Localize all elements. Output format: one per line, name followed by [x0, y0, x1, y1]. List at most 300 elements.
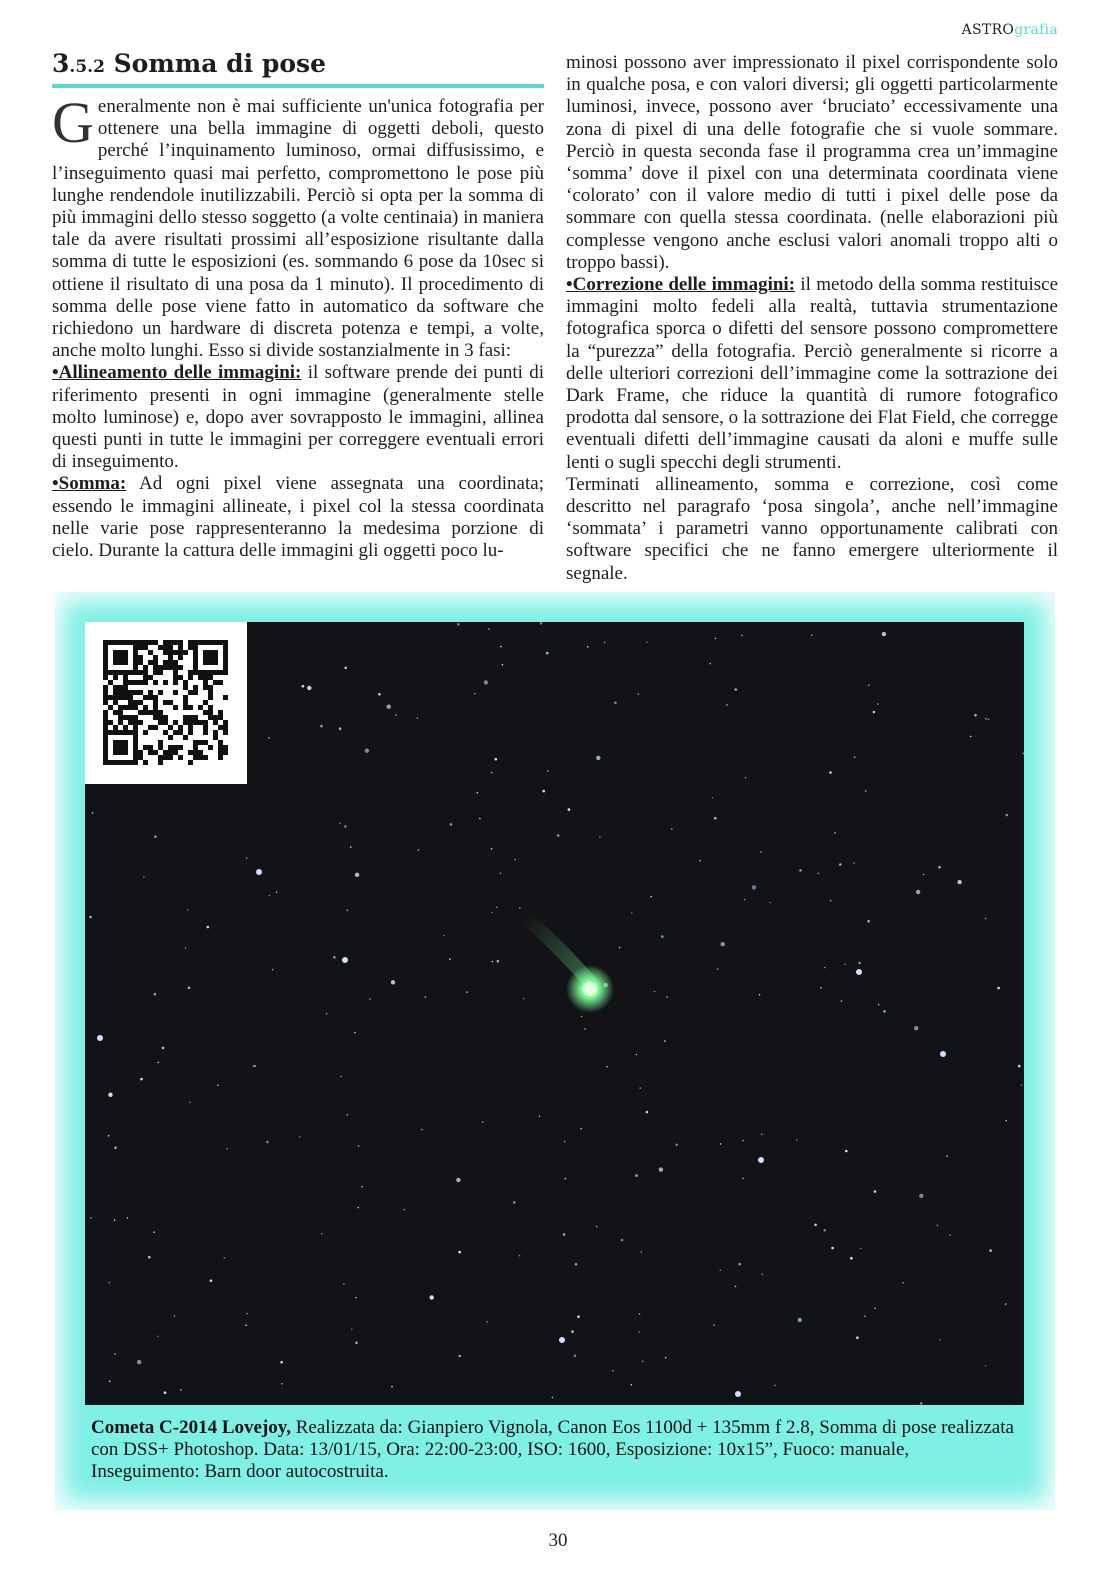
star: [114, 1353, 116, 1355]
star: [224, 1257, 226, 1259]
qr-module: [198, 720, 203, 725]
qr-module: [108, 640, 113, 645]
qr-module: [193, 690, 198, 695]
qr-module: [123, 745, 128, 750]
qr-module: [153, 695, 158, 700]
qr-module: [153, 705, 158, 710]
qr-module: [118, 685, 123, 690]
qr-module: [223, 640, 228, 645]
qr-module: [148, 675, 153, 680]
qr-module: [118, 670, 123, 675]
qr-module: [178, 730, 183, 735]
star: [350, 846, 352, 848]
star: [358, 1145, 360, 1147]
qr-module: [103, 740, 108, 745]
qr-module: [188, 670, 193, 675]
qr-module: [218, 725, 223, 730]
star: [450, 823, 453, 826]
star: [361, 1186, 363, 1188]
qr-module: [203, 675, 208, 680]
phase-sum-label: •Somma:: [52, 473, 127, 495]
star: [720, 1143, 722, 1145]
qr-module: [133, 655, 138, 660]
qr-module: [188, 690, 193, 695]
star: [715, 638, 717, 640]
qr-module: [113, 730, 118, 735]
bright-star: [735, 1391, 741, 1397]
qr-module: [133, 640, 138, 645]
qr-module: [178, 655, 183, 660]
star: [466, 991, 468, 993]
qr-module: [118, 650, 123, 655]
qr-module: [218, 750, 223, 755]
qr-module: [193, 645, 198, 650]
qr-module: [103, 720, 108, 725]
qr-module: [213, 730, 218, 735]
star: [744, 899, 746, 901]
star: [546, 652, 549, 655]
star: [818, 873, 820, 875]
star: [333, 956, 336, 959]
qr-module: [158, 690, 163, 695]
qr-module: [118, 690, 123, 695]
star: [639, 1313, 641, 1315]
qr-module: [113, 655, 118, 660]
star: [650, 896, 652, 898]
star: [344, 667, 347, 670]
star: [829, 771, 832, 774]
qr-module: [143, 645, 148, 650]
qr-module: [113, 695, 118, 700]
qr-module: [138, 655, 143, 660]
star: [720, 1270, 722, 1272]
qr-module: [103, 655, 108, 660]
qr-module: [148, 695, 153, 700]
qr-module: [218, 715, 223, 720]
qr-module: [183, 720, 188, 725]
qr-module: [128, 695, 133, 700]
comet-nucleus: [583, 982, 597, 996]
qr-module: [118, 655, 123, 660]
star: [565, 1178, 567, 1180]
star: [985, 918, 987, 920]
qr-module: [148, 710, 153, 715]
qr-module: [128, 715, 133, 720]
qr-module: [143, 745, 148, 750]
qr-module: [138, 720, 143, 725]
qr-module: [113, 745, 118, 750]
star: [246, 857, 248, 859]
qr-module: [148, 640, 153, 645]
qr-module: [123, 740, 128, 745]
star: [164, 1391, 167, 1394]
qr-module: [153, 680, 158, 685]
qr-module: [133, 750, 138, 755]
star: [557, 834, 560, 837]
qr-module: [103, 675, 108, 680]
star: [604, 642, 606, 644]
qr-module: [133, 715, 138, 720]
qr-module: [113, 640, 118, 645]
qr-module: [133, 725, 138, 730]
star: [873, 711, 876, 714]
intro-text: eneralmente non è mai sufficiente un'unica fotografia per ottenere una bella immagine di oggetti deboli, questo perché l’inquinamento luminoso, ormai diffusissimo, e l’inseguimento quasi mai perfetto, compromettono le pose più lunghe rendendole inutilizzabili. Perciò si opta per la somma di più immagini dello stesso soggetto (a volte centinaia) in maniera tale da avere risultati prossimi all’esposizione risultante dalla somma di tutte le esposizioni (es. sommando 6 pose da 10sec si ottiene il risultato di una posa da 1 minuto). Il procedimento di somma delle pose viene fatto in automatico da software che richiedono un hardware di discreta potenza e tempi, a volte, anche molto lunghi. Esso si divide sostanzialmente in 3 fasi:: [52, 96, 544, 362]
star: [717, 968, 719, 970]
page-number: 30: [548, 1530, 568, 1551]
qr-module: [158, 755, 163, 760]
star: [920, 1402, 923, 1405]
qr-module: [118, 705, 123, 710]
star: [856, 1336, 859, 1339]
qr-module: [103, 730, 108, 735]
star: [571, 1330, 574, 1333]
star: [574, 1354, 577, 1357]
star: [581, 1016, 583, 1018]
qr-module: [193, 750, 198, 755]
star: [108, 1135, 110, 1137]
qr-module: [143, 675, 148, 680]
qr-module: [163, 730, 168, 735]
caption-title: Cometa C-2014 Lovejoy,: [91, 1417, 291, 1438]
star: [665, 1357, 667, 1359]
qr-module: [208, 675, 213, 680]
qr-module: [103, 700, 108, 705]
star: [552, 1397, 554, 1399]
star: [820, 987, 822, 989]
star: [458, 1355, 461, 1358]
running-head-astro: ASTRO: [961, 22, 1015, 38]
star: [635, 1174, 638, 1177]
star: [759, 994, 761, 996]
star: [985, 718, 987, 720]
intro-paragraph: [52, 90, 544, 362]
qr-module: [218, 745, 223, 750]
qr-module: [163, 750, 168, 755]
star: [845, 1150, 848, 1153]
qr-module: [193, 720, 198, 725]
qr-module: [203, 655, 208, 660]
qr-module: [133, 670, 138, 675]
qr-module: [103, 715, 108, 720]
qr-module: [168, 750, 173, 755]
qr-module: [178, 665, 183, 670]
star: [865, 790, 867, 792]
star: [721, 942, 725, 946]
star: [174, 1315, 176, 1317]
star: [539, 1116, 541, 1118]
star: [540, 622, 543, 625]
phase-alignment-text: il software prende dei punti di riferimento presenti in ogni immagine (generalmente stelle molto luminose) e, dopo aver sovrapposto le immagini, allinea questi punti in tutte le immagini per correggere eventuali errori di inseguimento.: [52, 362, 544, 473]
qr-module: [158, 710, 163, 715]
qr-module: [143, 710, 148, 715]
qr-module: [183, 680, 188, 685]
star: [1021, 1084, 1023, 1086]
qr-module: [198, 640, 203, 645]
qr-module: [123, 725, 128, 730]
qr-module: [163, 700, 168, 705]
qr-module: [163, 715, 168, 720]
qr-module: [133, 760, 138, 765]
star: [391, 980, 395, 984]
star: [619, 947, 621, 949]
qr-module: [113, 725, 118, 730]
qr-module: [113, 760, 118, 765]
qr-module: [208, 655, 213, 660]
qr-module: [158, 720, 163, 725]
star: [671, 828, 673, 830]
qr-module: [168, 745, 173, 750]
star: [418, 849, 420, 851]
qr-module: [173, 650, 178, 655]
qr-module: [123, 640, 128, 645]
qr-module: [123, 660, 128, 665]
star: [351, 1328, 353, 1330]
qr-module: [173, 730, 178, 735]
star: [519, 907, 521, 909]
star: [883, 1010, 886, 1013]
star: [343, 1283, 345, 1285]
star: [824, 1229, 827, 1232]
star: [831, 1247, 834, 1250]
star: [474, 693, 476, 695]
star: [245, 1324, 247, 1326]
qr-module: [183, 705, 188, 710]
qr-module: [223, 670, 228, 675]
qr-module: [223, 730, 228, 735]
qr-module: [163, 645, 168, 650]
qr-module: [153, 710, 158, 715]
qr-module: [203, 640, 208, 645]
qr-module: [153, 700, 158, 705]
star: [114, 1219, 116, 1221]
qr-module: [198, 675, 203, 680]
qr-module: [103, 725, 108, 730]
qr-module: [123, 685, 128, 690]
qr-module: [133, 645, 138, 650]
star: [864, 1315, 866, 1317]
running-head: [962, 22, 1058, 38]
star: [596, 756, 600, 760]
star: [798, 1318, 802, 1322]
qr-module: [103, 665, 108, 670]
qr-module: [143, 695, 148, 700]
qr-module: [213, 680, 218, 685]
star: [484, 680, 488, 684]
qr-module: [193, 715, 198, 720]
qr-module: [168, 660, 173, 665]
closing-paragraph: Terminati allineamento, somma e correzione, così come descritto nel paragrafo ‘posa singola’, anche nell’immagine ‘sommata’ i parametri vanno opportunamente calibrati con software specifici che ne fanno emergere ulteriormente il segnale.: [566, 473, 1058, 584]
qr-module: [198, 755, 203, 760]
qr-module: [148, 690, 153, 695]
star: [587, 646, 589, 648]
qr-module: [123, 655, 128, 660]
qr-module: [113, 700, 118, 705]
drop-cap: G: [52, 90, 94, 155]
star: [140, 1078, 143, 1081]
star: [457, 623, 460, 626]
qr-module: [153, 725, 158, 730]
bright-star: [342, 957, 348, 963]
qr-module: [113, 660, 118, 665]
qr-module: [108, 670, 113, 675]
qr-module: [148, 660, 153, 665]
qr-module: [173, 675, 178, 680]
qr-module: [118, 660, 123, 665]
qr-module: [128, 705, 133, 710]
star: [675, 1144, 678, 1147]
qr-module: [153, 655, 158, 660]
star: [154, 835, 157, 838]
qr-module: [168, 735, 173, 740]
star: [340, 1076, 342, 1078]
qr-module: [218, 670, 223, 675]
qr-module: [128, 720, 133, 725]
star: [210, 1279, 213, 1282]
star: [253, 1065, 255, 1067]
qr-module: [138, 750, 143, 755]
qr-module: [213, 715, 218, 720]
qr-module: [123, 675, 128, 680]
qr-module: [118, 745, 123, 750]
qr-module: [103, 755, 108, 760]
phase-correction-label: •Correzione delle immagini:: [566, 274, 796, 296]
qr-module: [173, 670, 178, 675]
star: [514, 859, 516, 861]
qr-module: [218, 680, 223, 685]
star: [882, 632, 886, 636]
star: [519, 1255, 521, 1257]
qr-module: [143, 665, 148, 670]
star: [631, 912, 633, 914]
qr-module: [223, 665, 228, 670]
section-title: Somma di pose: [113, 49, 326, 78]
star: [923, 874, 925, 876]
qr-module: [178, 755, 183, 760]
star: [148, 1256, 151, 1259]
qr-module: [193, 755, 198, 760]
qr-module: [198, 750, 203, 755]
qr-module: [163, 650, 168, 655]
qr-module: [138, 700, 143, 705]
star: [523, 998, 525, 1000]
qr-module: [203, 650, 208, 655]
qr-module: [193, 650, 198, 655]
star: [321, 1233, 323, 1235]
qr-module: [173, 750, 178, 755]
qr-module: [153, 665, 158, 670]
qr-module: [143, 705, 148, 710]
qr-module: [188, 725, 193, 730]
star: [143, 876, 145, 878]
qr-module: [168, 645, 173, 650]
qr-module: [218, 640, 223, 645]
star: [639, 1087, 641, 1089]
star: [844, 964, 846, 966]
star: [458, 1251, 461, 1254]
star: [661, 935, 664, 938]
qr-module: [138, 755, 143, 760]
qr-module: [128, 670, 133, 675]
qr-module: [103, 645, 108, 650]
star: [347, 910, 349, 912]
qr-module: [123, 760, 128, 765]
qr-module: [208, 650, 213, 655]
qr-module: [113, 670, 118, 675]
star: [502, 664, 504, 666]
star: [281, 1383, 283, 1385]
star: [354, 1032, 356, 1034]
qr-module: [178, 675, 183, 680]
qr-module: [168, 700, 173, 705]
bright-star: [97, 1035, 103, 1041]
star: [482, 1121, 484, 1123]
qr-module: [128, 640, 133, 645]
qr-module: [153, 750, 158, 755]
qr-module: [143, 670, 148, 675]
qr-module: [133, 700, 138, 705]
star: [939, 1339, 941, 1341]
qr-code-graphic: [85, 622, 247, 784]
star: [850, 1257, 853, 1260]
star: [741, 635, 743, 637]
star: [699, 860, 701, 862]
star: [153, 1231, 155, 1233]
qr-module: [188, 705, 193, 710]
qr-module: [193, 685, 198, 690]
bright-star: [758, 1157, 764, 1163]
qr-module: [183, 735, 188, 740]
star: [492, 961, 494, 963]
star: [577, 1315, 580, 1318]
star: [834, 832, 836, 834]
qr-module: [193, 740, 198, 745]
star: [938, 866, 941, 869]
qr-code[interactable]: [85, 622, 247, 784]
qr-module: [178, 640, 183, 645]
star: [158, 1062, 160, 1064]
qr-module: [168, 640, 173, 645]
star: [997, 987, 1000, 990]
star: [878, 1004, 880, 1006]
star: [127, 1217, 129, 1219]
star: [272, 969, 274, 971]
qr-module: [218, 740, 223, 745]
star: [369, 998, 371, 1000]
star: [985, 1365, 987, 1367]
star: [596, 1226, 598, 1228]
qr-module: [108, 760, 113, 765]
star: [497, 960, 500, 963]
qr-module: [158, 745, 163, 750]
qr-module: [133, 740, 138, 745]
star: [839, 863, 842, 866]
qr-module: [163, 660, 168, 665]
qr-module: [108, 680, 113, 685]
qr-module: [223, 750, 228, 755]
star: [666, 996, 668, 998]
star: [491, 912, 493, 914]
qr-module: [138, 640, 143, 645]
qr-module: [133, 730, 138, 735]
star: [860, 1248, 862, 1250]
qr-module: [168, 725, 173, 730]
star: [417, 717, 419, 719]
star: [796, 1139, 798, 1141]
star: [599, 836, 601, 838]
qr-module: [138, 680, 143, 685]
qr-module: [173, 665, 178, 670]
running-head-grafia: grafia: [1014, 22, 1058, 38]
